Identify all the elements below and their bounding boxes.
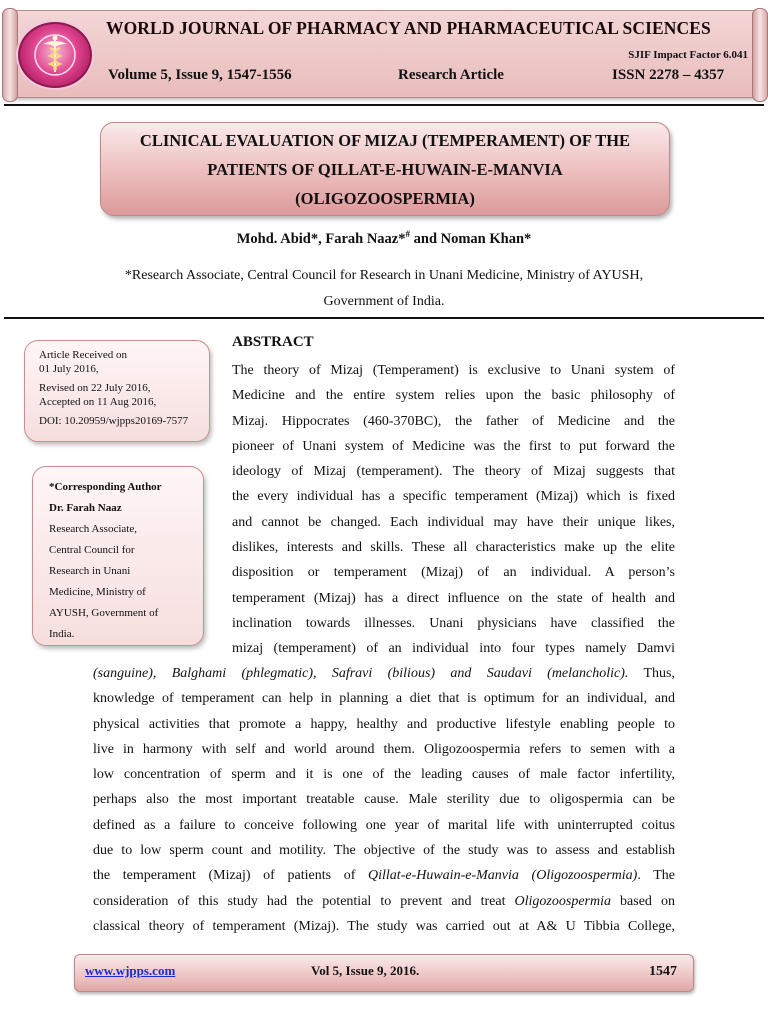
abstract-text: . The [637,868,676,884]
affiliation-line: *Research Associate, Central Council for Research in Unani Medicine, Ministry of AYUSH, [124,268,644,283]
abstract-column-text [232,358,675,662]
corresponding-line: Medicine, Ministry of [49,586,146,598]
footer-volume: Vol 5, Issue 9, 2016. [311,963,420,978]
abstract-italic: (sanguine), Balghami (phlegmatic), Safravi (bilious) and Saudavi (melancholic). [93,666,629,681]
abstract-line: mizaj (temperament) of an individual into four types namely Damvi [232,641,675,657]
abstract-line: Medicine and the entire system relies upon the basic philosophy of [232,388,675,404]
journal-title: WORLD JOURNAL OF PHARMACY AND PHARMACEUTICAL SCIENCES [106,18,711,38]
corresponding-line: AYUSH, Government of [49,607,159,619]
article-info-box [24,340,210,442]
section-divider [4,317,764,319]
abstract-text: consideration of this study had the potential to prevent and treat [93,893,515,909]
article-title-line: (OLIGOZOOSPERMIA) [295,189,475,208]
abstract-line: The theory of Mizaj (Temperament) is exclusive to Unani system of [232,363,675,378]
abstract-italic: Qillat-e-Huwain-e-Manvia (Oligozoospermia) [368,868,638,884]
abstract-line [93,863,675,888]
corresponding-name: Dr. Farah Naaz [49,502,122,514]
article-title-box [100,122,670,216]
received-date: 01 July 2016, [39,362,99,375]
affiliation [0,263,768,315]
abstract-line: Mizaj. Hippocrates (460-370BC), the father of Medicine and the [232,413,675,429]
abstract-line: knowledge of temperament can help in planning a diet that is optimum for an individual, and [93,691,675,707]
corresponding-heading: *Corresponding Author [49,481,162,493]
abstract-text: based on [611,893,675,909]
abstract-line: temperament (Mizaj) has a direct influence on the state of health and [232,590,675,606]
caduceus-icon [33,32,77,78]
page-footer [74,954,694,992]
abstract-full-text [93,661,675,939]
abstract-line: and cannot be changed. Each individual may have their unique likes, [232,514,675,530]
abstract-line [93,661,675,686]
corresponding-line: Research in Unani [49,565,131,577]
revised-date: Revised on 22 July 2016, [39,382,151,394]
corresponding-line: India. [49,628,75,640]
author-names-rest: and Noman Khan* [410,230,532,247]
doi: DOI: 10.20959/wjpps20169-7577 [39,415,189,427]
corresponding-author-box [32,466,204,646]
affiliation-line: Government of India. [323,294,445,309]
abstract-italic: Oligozoospermia [514,893,611,909]
header-divider [4,104,764,106]
abstract-line: classical theory of temperament (Mizaj). The study was carried out at A& U Tibbia College, [93,918,675,934]
article-type: Research Article [398,67,504,83]
received-label: Article Received on [39,349,127,361]
abstract-line: physical activities that promote a happy, healthy and productive lifestyle enabling people to [93,716,675,732]
abstract-line: ideology of Mizaj (temperament). The theory of Mizaj suggests that [232,464,675,480]
abstract-text: Thus, [628,666,675,681]
author-mark: # [405,229,410,239]
author-list [0,229,768,248]
abstract-line: dislikes, interests and skills. These all characteristics make up the elite [232,540,675,556]
corresponding-line: Central Council for [49,544,135,556]
abstract-line: due to low sperm count and motility. The objective of the study was to assess and establish [93,843,675,859]
article-title-line: CLINICAL EVALUATION OF MIZAJ (TEMPERAMENT) OF THE [139,131,631,150]
corresponding-line: Research Associate, [49,523,137,535]
journal-website-link[interactable]: www.wjpps.com [85,963,176,978]
abstract-line: low concentration of sperm and it is one of the leading causes of male factor infertility, [93,767,675,783]
accepted-date: Accepted on 11 Aug 2016, [39,395,157,408]
page-number: 1547 [649,964,677,979]
abstract-line: pioneer of Unani system of Medicine was the first to put forward the [232,438,675,454]
volume-issue: Volume 5, Issue 9, 1547-1556 [108,67,292,83]
journal-logo [18,22,92,88]
abstract-line: inclination towards illnesses. Unani physicians have classified the [232,615,675,631]
banner-scroll-left [2,8,18,102]
abstract-line: live in harmony with self and world around them. Oligozoospermia refers to semen with a [93,741,675,757]
abstract-text: the temperament (Mizaj) of patients of [93,868,369,884]
impact-factor: SJIF Impact Factor 6.041 [628,49,748,61]
abstract-line [93,889,675,914]
abstract-heading: ABSTRACT [232,334,314,350]
issn: ISSN 2278 – 4357 [612,67,725,83]
abstract-line: defined as a failure to conceive following one year of marital life with uninterrupted coitus [93,817,675,833]
abstract-line: the every individual has a specific temperament (Mizaj) which is fixed [232,489,675,505]
abstract-line: perhaps also the most important treatable cause. Male sterility due to oligospermia can be [93,792,675,808]
author-names: Mohd. Abid*, Farah Naaz* [236,230,406,247]
article-title-line: PATIENTS OF QILLAT-E-HUWAIN-E-MANVIA [207,160,563,179]
abstract-line: disposition or temperament (Mizaj) of an individual. A person’s [232,565,675,581]
